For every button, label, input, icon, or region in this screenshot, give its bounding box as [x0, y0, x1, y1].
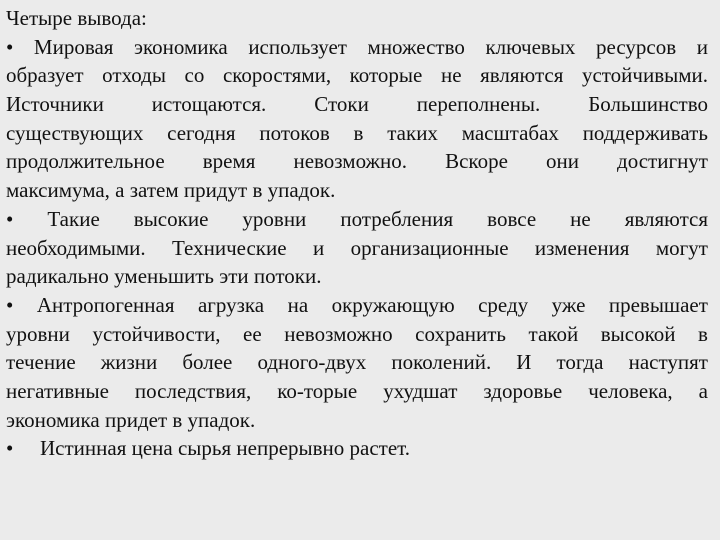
- word: уже: [551, 292, 586, 317]
- word: уровни: [6, 321, 70, 346]
- word: время: [202, 149, 256, 174]
- word: достигнут: [617, 149, 708, 174]
- word: негативные: [6, 378, 109, 403]
- word: здоровье: [483, 378, 563, 403]
- word: агрузка: [197, 292, 265, 317]
- bullet-3-line-1: [6, 291, 708, 320]
- bullet-3-line-4: [6, 377, 708, 406]
- word: высокой: [600, 321, 676, 346]
- bullet-3-line-5: экономика придет в упадок.: [6, 407, 256, 432]
- bullet-4-text: Истинная цена сырья непрерывно растет.: [40, 436, 411, 461]
- word: использует: [248, 34, 347, 59]
- word: окружающую: [331, 292, 455, 317]
- word: сохранить: [415, 321, 506, 346]
- word: поддерживать: [582, 120, 708, 145]
- word: масштабах: [461, 120, 559, 145]
- word: ко-торые: [277, 378, 358, 403]
- word: они: [545, 149, 579, 174]
- word: в: [353, 120, 364, 145]
- word: со: [184, 63, 205, 88]
- word: Антропогенная: [36, 292, 175, 317]
- word: уровни: [242, 206, 307, 231]
- bullet-1-line-5: [6, 147, 708, 176]
- word: Такие: [47, 206, 100, 231]
- word: существующих: [6, 120, 144, 145]
- word: сегодня: [167, 120, 236, 145]
- word: переполнены.: [416, 92, 541, 117]
- bullet-4-line-1: [6, 434, 708, 463]
- bullet-marker: •: [6, 436, 14, 461]
- word: истощаются.: [151, 92, 267, 117]
- word: превышает: [608, 292, 708, 317]
- word: Мировая: [33, 34, 114, 59]
- bullet-2-line-1: [6, 205, 708, 234]
- word: необходимыми.: [6, 235, 146, 260]
- bullet-1-line-2: [6, 61, 708, 90]
- word: устойчивости,: [92, 321, 221, 346]
- word: потребления: [340, 206, 454, 231]
- word: таких: [387, 120, 438, 145]
- word: на: [287, 292, 309, 317]
- bullet-marker: •: [6, 292, 14, 317]
- word: устойчивыми.: [581, 63, 708, 88]
- word: и: [696, 34, 708, 59]
- word: изменения: [534, 235, 630, 260]
- word: а: [698, 378, 708, 403]
- word: Источники: [6, 92, 104, 117]
- word: являются: [480, 63, 564, 88]
- bullet-2-line-3: радикально уменьшить эти потоки.: [6, 264, 322, 289]
- word: не: [440, 63, 462, 88]
- word: Технические: [172, 235, 287, 260]
- word: Большинство: [588, 92, 708, 117]
- word: множество: [367, 34, 465, 59]
- heading: Четыре вывода:: [6, 6, 147, 30]
- bullet-marker: •: [6, 206, 14, 231]
- word: тогда: [556, 350, 604, 375]
- bullet-1-line-6: максимума, а затем придут в упадок.: [6, 178, 336, 203]
- word: продолжительное: [6, 149, 165, 174]
- word: скоростями,: [222, 63, 332, 88]
- word: образует: [6, 63, 84, 88]
- word: более: [182, 350, 233, 375]
- word: ключевых: [485, 34, 576, 59]
- bullet-1-line-4: [6, 119, 708, 148]
- word: организационные: [350, 235, 509, 260]
- word: которые: [349, 63, 423, 88]
- word: ее: [243, 321, 262, 346]
- bullet-marker: •: [6, 34, 14, 59]
- bullet-1-line-3: [6, 90, 708, 119]
- bullet-1-line-1: [6, 33, 708, 62]
- word: жизни: [100, 350, 158, 375]
- word: отходы: [102, 63, 166, 88]
- bullet-3-line-3: [6, 348, 708, 377]
- word: являются: [624, 206, 708, 231]
- word: в: [698, 321, 708, 346]
- word: могут: [655, 235, 708, 260]
- word: ухудшат: [383, 378, 458, 403]
- word: одного-двух: [257, 350, 367, 375]
- word: и: [312, 235, 325, 260]
- bullet-2-line-2: [6, 234, 708, 263]
- word: вовсе: [487, 206, 537, 231]
- word: невозможно.: [293, 149, 408, 174]
- word: невозможно: [284, 321, 393, 346]
- bullet-3-line-2: [6, 320, 708, 349]
- word: среду: [478, 292, 529, 317]
- word: такой: [528, 321, 579, 346]
- slide-text: [6, 4, 708, 463]
- word: не: [570, 206, 591, 231]
- word: Стоки: [314, 92, 369, 117]
- word: наступят: [628, 350, 708, 375]
- word: Вскоре: [445, 149, 508, 174]
- word: потоков: [259, 120, 330, 145]
- word: И: [516, 350, 532, 375]
- word: высокие: [133, 206, 209, 231]
- word: человека,: [588, 378, 673, 403]
- word: ресурсов: [596, 34, 677, 59]
- word: поколений.: [391, 350, 492, 375]
- word: экономика: [134, 34, 228, 59]
- word: последствия,: [134, 378, 252, 403]
- word: течение: [6, 350, 76, 375]
